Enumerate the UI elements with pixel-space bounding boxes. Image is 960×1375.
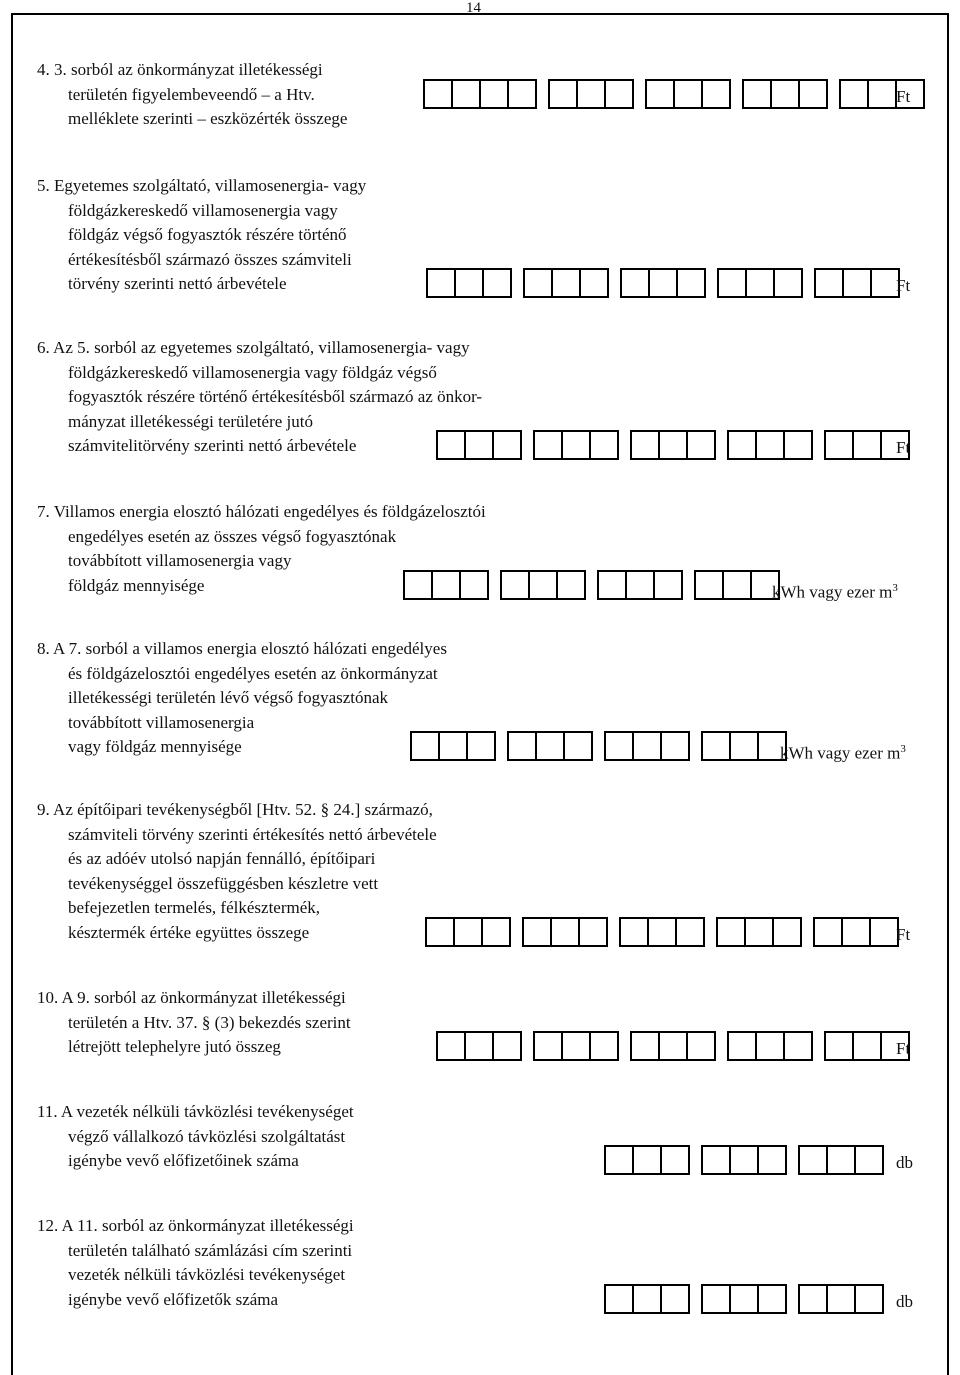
- item-5-unit: [896, 276, 910, 296]
- digit-group: [500, 570, 586, 598]
- digit-box[interactable]: [482, 268, 512, 298]
- digit-box[interactable]: [645, 79, 675, 109]
- digit-box[interactable]: [492, 430, 522, 460]
- unit-label: Ft: [896, 438, 911, 457]
- item-4-line: 4. 3. sorból az önkormányzat illetékességi: [37, 60, 323, 79]
- digit-box[interactable]: [755, 430, 785, 460]
- digit-box[interactable]: [842, 268, 872, 298]
- digit-group: [630, 430, 716, 458]
- digit-group: [727, 430, 813, 458]
- digit-box[interactable]: [686, 430, 716, 460]
- digit-box[interactable]: [729, 1284, 759, 1314]
- digit-box[interactable]: [533, 430, 563, 460]
- digit-box[interactable]: [604, 1284, 634, 1314]
- digit-box[interactable]: [658, 430, 688, 460]
- item-9-digit-boxes: [425, 917, 899, 945]
- digit-box[interactable]: [535, 731, 565, 761]
- digit-group: [426, 268, 512, 296]
- item-6-unit: [896, 438, 910, 458]
- digit-group: [645, 79, 731, 107]
- digit-box[interactable]: [694, 570, 724, 600]
- unit-exponent: 3: [892, 581, 898, 594]
- item-9-line: befejezetlen termelés, félkésztermék,: [68, 898, 321, 917]
- item-8-line: illetékességi területén lévő végső fogyasztónak: [68, 688, 389, 707]
- digit-box[interactable]: [798, 79, 828, 109]
- digit-box[interactable]: [479, 79, 509, 109]
- item-9-line: tevékenységgel összefüggésben készletre vett: [68, 873, 379, 893]
- digit-box[interactable]: [604, 79, 634, 109]
- digit-box[interactable]: [869, 917, 899, 947]
- digit-group: [523, 268, 609, 296]
- digit-box[interactable]: [620, 268, 650, 298]
- digit-box[interactable]: [561, 1031, 591, 1061]
- digit-box[interactable]: [701, 731, 731, 761]
- digit-box[interactable]: [425, 917, 455, 947]
- digit-box[interactable]: [826, 1145, 856, 1175]
- item-6-line: fogyasztók részére történő értékesítésből származó az önkor-: [68, 387, 483, 406]
- digit-box[interactable]: [798, 1284, 828, 1314]
- digit-box[interactable]: [854, 1284, 884, 1314]
- digit-group: [839, 79, 925, 107]
- digit-box[interactable]: [658, 1031, 688, 1061]
- item-5-digit-boxes: [426, 268, 900, 296]
- digit-group: [798, 1284, 884, 1312]
- digit-box[interactable]: [459, 570, 489, 600]
- digit-box[interactable]: [660, 1145, 690, 1175]
- digit-box[interactable]: [523, 268, 553, 298]
- item-8-line: vagy földgáz mennyisége: [68, 737, 242, 756]
- digit-box[interactable]: [522, 917, 552, 947]
- digit-group: [604, 731, 690, 759]
- unit-label: Ft: [896, 86, 911, 106]
- unit-label: kWh vagy ezer m: [772, 582, 893, 602]
- item-11-line: végző vállalkozó távközlési szolgáltatást: [68, 1126, 346, 1146]
- digit-box[interactable]: [729, 1145, 759, 1175]
- digit-box[interactable]: [686, 1031, 716, 1061]
- digit-box[interactable]: [632, 1145, 662, 1175]
- digit-box[interactable]: [852, 1031, 882, 1061]
- digit-box[interactable]: [772, 917, 802, 947]
- digit-box[interactable]: [673, 79, 703, 109]
- digit-group: [813, 917, 899, 945]
- item-7-line: 7. Villamos energia elosztó hálózati engedélyes és földgázelosztói: [37, 502, 486, 521]
- digit-box[interactable]: [841, 917, 871, 947]
- item-12-digit-boxes: [604, 1284, 884, 1312]
- digit-box[interactable]: [773, 268, 803, 298]
- item-4-unit: [896, 87, 910, 107]
- digit-box[interactable]: [619, 917, 649, 947]
- digit-box[interactable]: [507, 79, 537, 109]
- digit-box[interactable]: [431, 570, 461, 600]
- item-5-line: 5. Egyetemes szolgáltató, villamosenergia- vagy: [37, 176, 367, 195]
- item-5-line: törvény szerinti nettó árbevétele: [68, 274, 287, 293]
- digit-box[interactable]: [867, 79, 897, 109]
- digit-box[interactable]: [783, 430, 813, 460]
- item-8-line: és földgázelosztói engedélyes esetén az önkormányzat: [68, 663, 438, 683]
- item-11-digit-boxes: [604, 1145, 884, 1173]
- item-12-line: 12. A 11. sorból az önkormányzat illetékességi: [37, 1216, 354, 1235]
- digit-box[interactable]: [727, 1031, 757, 1061]
- digit-box[interactable]: [647, 917, 677, 947]
- digit-group: [727, 1031, 813, 1059]
- digit-group: [436, 1031, 522, 1059]
- unit-exponent: 3: [900, 743, 906, 755]
- item-12-unit: [896, 1292, 913, 1312]
- digit-group: [522, 917, 608, 945]
- digit-box[interactable]: [481, 917, 511, 947]
- item-9-line: késztermék értéke együttes összege: [68, 922, 310, 942]
- item-11-line: igénybe vevő előfizetőinek száma: [68, 1151, 299, 1170]
- digit-box[interactable]: [579, 268, 609, 298]
- item-9-line: 9. Az építőipari tevékenységből [Htv. 52. § 24.] származó,: [37, 800, 433, 819]
- digit-box[interactable]: [561, 430, 591, 460]
- item-8-line: továbbított villamosenergia: [68, 712, 255, 732]
- digit-box[interactable]: [454, 268, 484, 298]
- digit-box[interactable]: [653, 570, 683, 600]
- digit-box[interactable]: [824, 430, 854, 460]
- digit-group: [619, 917, 705, 945]
- digit-box[interactable]: [701, 1145, 731, 1175]
- digit-box[interactable]: [464, 1031, 494, 1061]
- digit-box[interactable]: [716, 917, 746, 947]
- digit-box[interactable]: [745, 268, 775, 298]
- digit-box[interactable]: [675, 917, 705, 947]
- item-7-line: engedélyes esetén az összes végső fogyasztónak: [68, 526, 397, 546]
- digit-box[interactable]: [576, 79, 606, 109]
- digit-box[interactable]: [507, 731, 537, 761]
- digit-group: [630, 1031, 716, 1059]
- digit-box[interactable]: [798, 1145, 828, 1175]
- digit-box[interactable]: [729, 731, 759, 761]
- digit-box[interactable]: [410, 731, 440, 761]
- item-5-line: földgázkereskedő villamosenergia vagy: [68, 200, 338, 220]
- item-6-digit-boxes: [436, 430, 910, 458]
- item-5-line: földgáz végső fogyasztók részére történő: [68, 225, 347, 244]
- digit-box[interactable]: [742, 79, 772, 109]
- digit-group: [533, 430, 619, 458]
- item-10-line: területén a Htv. 37. § (3) bekezdés szerint: [68, 1012, 351, 1032]
- item-8-digit-boxes: [410, 731, 787, 759]
- digit-box[interactable]: [839, 79, 869, 109]
- digit-group: [410, 731, 496, 759]
- digit-box[interactable]: [436, 430, 466, 460]
- digit-box[interactable]: [824, 1031, 854, 1061]
- digit-group: [701, 1284, 787, 1312]
- digit-group: [701, 731, 787, 759]
- digit-box[interactable]: [550, 917, 580, 947]
- digit-group: [701, 1145, 787, 1173]
- digit-box[interactable]: [492, 1031, 522, 1061]
- item-11-line: 11. A vezeték nélküli távközlési tevékenységet: [37, 1102, 354, 1121]
- digit-box[interactable]: [783, 1031, 813, 1061]
- item-10-line: létrejött telephelyre jutó összeg: [68, 1037, 281, 1056]
- item-9-unit: [896, 925, 910, 945]
- digit-group: [548, 79, 634, 107]
- item-12-line: vezeték nélküli távközlési tevékenységet: [68, 1265, 346, 1284]
- digit-box[interactable]: [625, 570, 655, 600]
- digit-box[interactable]: [814, 268, 844, 298]
- item-4-digit-boxes: [423, 79, 925, 107]
- digit-box[interactable]: [770, 79, 800, 109]
- digit-group: [403, 570, 489, 598]
- digit-group: [717, 268, 803, 296]
- digit-group: [425, 917, 511, 945]
- digit-box[interactable]: [466, 731, 496, 761]
- digit-box[interactable]: [597, 570, 627, 600]
- item-6-line: számvitelitörvény szerinti nettó árbevétele: [68, 436, 357, 455]
- item-7-digit-boxes: [403, 570, 780, 598]
- item-7-line: földgáz mennyisége: [68, 575, 205, 595]
- digit-box[interactable]: [604, 731, 634, 761]
- page-number: 14: [466, 0, 481, 16]
- item-10-unit: [896, 1039, 910, 1059]
- item-12-line: területén található számlázási cím szerinti: [68, 1240, 353, 1260]
- digit-box[interactable]: [589, 1031, 619, 1061]
- digit-box[interactable]: [660, 1284, 690, 1314]
- digit-box[interactable]: [426, 268, 456, 298]
- digit-group: [742, 79, 828, 107]
- digit-box[interactable]: [648, 268, 678, 298]
- item-9-line: és az adóév utolsó napján fennálló, építőipari: [68, 849, 376, 868]
- digit-box[interactable]: [403, 570, 433, 600]
- digit-box[interactable]: [757, 1145, 787, 1175]
- item-4-line: melléklete szerinti – eszközérték összege: [68, 109, 348, 128]
- digit-box[interactable]: [630, 1031, 660, 1061]
- digit-box[interactable]: [604, 1145, 634, 1175]
- digit-group: [533, 1031, 619, 1059]
- item-5-line: értékesítésből származó összes számviteli: [68, 249, 352, 269]
- digit-group: [620, 268, 706, 296]
- digit-box[interactable]: [551, 268, 581, 298]
- digit-box[interactable]: [722, 570, 752, 600]
- digit-box[interactable]: [854, 1145, 884, 1175]
- digit-group: [604, 1284, 690, 1312]
- digit-group: [507, 731, 593, 759]
- digit-box[interactable]: [701, 79, 731, 109]
- digit-box[interactable]: [451, 79, 481, 109]
- digit-box[interactable]: [660, 731, 690, 761]
- digit-box[interactable]: [464, 430, 494, 460]
- item-7-unit: [772, 578, 898, 603]
- digit-box[interactable]: [578, 917, 608, 947]
- item-8-line: 8. A 7. sorból a villamos energia elosztó hálózati engedélyes: [37, 639, 447, 658]
- digit-box[interactable]: [701, 1284, 731, 1314]
- digit-box[interactable]: [632, 1284, 662, 1314]
- digit-group: [694, 570, 780, 598]
- digit-box[interactable]: [676, 268, 706, 298]
- digit-box[interactable]: [813, 917, 843, 947]
- unit-label: db: [896, 1153, 913, 1172]
- digit-group: [423, 79, 537, 107]
- unit-label: db: [896, 1291, 913, 1311]
- item-4-line: területén figyelembeveendő – a Htv.: [68, 84, 315, 104]
- digit-box[interactable]: [423, 79, 453, 109]
- item-10-digit-boxes: [436, 1031, 910, 1059]
- item-9-line: számviteli törvény szerinti értékesítés nettó árbevétele: [68, 824, 437, 844]
- digit-group: [597, 570, 683, 598]
- digit-box[interactable]: [630, 430, 660, 460]
- digit-group: [604, 1145, 690, 1173]
- digit-box[interactable]: [556, 570, 586, 600]
- digit-box[interactable]: [500, 570, 530, 600]
- digit-box[interactable]: [852, 430, 882, 460]
- item-6-line: 6. Az 5. sorból az egyetemes szolgáltató, villamosenergia- vagy: [37, 338, 470, 357]
- digit-group: [814, 268, 900, 296]
- digit-box[interactable]: [438, 731, 468, 761]
- digit-box[interactable]: [453, 917, 483, 947]
- digit-box[interactable]: [632, 731, 662, 761]
- digit-box[interactable]: [757, 1284, 787, 1314]
- digit-box[interactable]: [533, 1031, 563, 1061]
- digit-box[interactable]: [548, 79, 578, 109]
- item-6-line: földgázkereskedő villamosenergia vagy földgáz végső: [68, 362, 437, 382]
- unit-label: kWh vagy ezer m: [780, 743, 901, 763]
- item-11-unit: [896, 1153, 913, 1173]
- digit-box[interactable]: [744, 917, 774, 947]
- digit-box[interactable]: [755, 1031, 785, 1061]
- digit-box[interactable]: [528, 570, 558, 600]
- digit-box[interactable]: [563, 731, 593, 761]
- digit-group: [798, 1145, 884, 1173]
- item-10-line: 10. A 9. sorból az önkormányzat illetékességi: [37, 988, 346, 1007]
- digit-box[interactable]: [727, 430, 757, 460]
- unit-label: Ft: [896, 924, 911, 944]
- item-8-unit: [780, 739, 906, 764]
- digit-box[interactable]: [436, 1031, 466, 1061]
- item-6-line: mányzat illetékességi területére jutó: [68, 411, 313, 431]
- item-12-line: igénybe vevő előfizetők száma: [68, 1289, 279, 1309]
- unit-label: Ft: [896, 276, 911, 295]
- item-7-line: továbbított villamosenergia vagy: [68, 551, 292, 570]
- digit-box[interactable]: [826, 1284, 856, 1314]
- unit-label: Ft: [896, 1039, 911, 1058]
- digit-box[interactable]: [717, 268, 747, 298]
- digit-group: [716, 917, 802, 945]
- digit-group: [436, 430, 522, 458]
- digit-box[interactable]: [589, 430, 619, 460]
